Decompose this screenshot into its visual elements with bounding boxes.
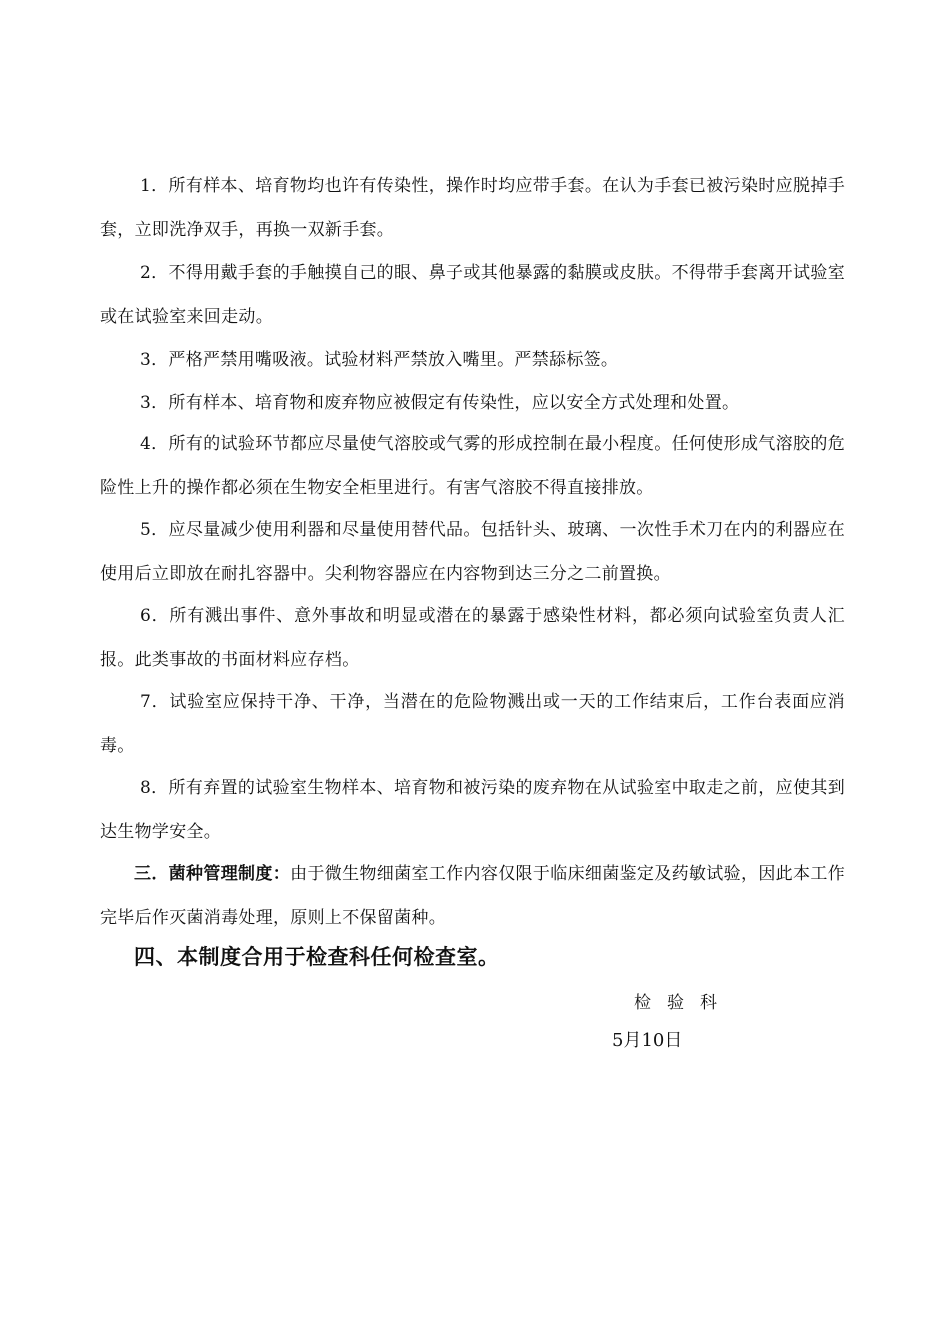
rule-paragraph-1: 1．所有样本、培育物均也许有传染性，操作时均应带手套。在认为手套已被污染时应脱掉手套，立即洗净双手，再换一双新手套。: [100, 176, 845, 240]
signature-date: 5月10日: [612, 1030, 683, 1051]
signature-department: 检验科: [634, 993, 733, 1013]
rule-paragraph-7: 7．试验室应保持干净、干净，当潜在的危险物溅出或一天的工作结束后，工作台表面应消毒。: [100, 692, 845, 756]
section-3-heading: 三．菌种管理制度：: [134, 864, 291, 884]
rule-paragraph-2: 2．不得用戴手套的手触摸自己的眼、鼻子或其他暴露的黏膜或皮肤。不得带手套离开试验室或在试验室来回走动。: [100, 263, 845, 327]
section-3-paragraph: [100, 852, 845, 940]
rule-paragraph-3: 3．严格严禁用嘴吸液。试验材料严禁放入嘴里。严禁舔标签。: [140, 350, 619, 370]
section-4-statement: 四、本制度合用于检查科任何检查室。: [134, 945, 500, 969]
rule-paragraph-4: 4．所有的试验环节都应尽量使气溶胶或气雾的形成控制在最小程度。任何使形成气溶胶的危险性上升的操作都必须在生物安全柜里进行。有害气溶胶不得直接排放。: [100, 434, 845, 498]
rule-paragraph-6: 6．所有溅出事件、意外事故和明显或潜在的暴露于感染性材料，都必须向试验室负责人汇报。此类事故的书面材料应存档。: [100, 606, 845, 670]
section-3-body: 由于微生物细菌室工作内容仅限于临床细菌鉴定及药敏试验，因此本工作完毕后作灭菌消毒处理，原则上不保留菌种。: [100, 864, 845, 928]
rule-paragraph-3b: 3．所有样本、培育物和废弃物应被假定有传染性，应以安全方式处理和处置。: [140, 393, 740, 413]
rule-paragraph-5: 5．应尽量减少使用利器和尽量使用替代品。包括针头、玻璃、一次性手术刀在内的利器应在使用后立即放在耐扎容器中。尖利物容器应在内容物到达三分之二前置换。: [100, 520, 845, 584]
rule-paragraph-8: 8．所有弃置的试验室生物样本、培育物和被污染的废弃物在从试验室中取走之前，应使其到达生物学安全。: [100, 778, 845, 842]
